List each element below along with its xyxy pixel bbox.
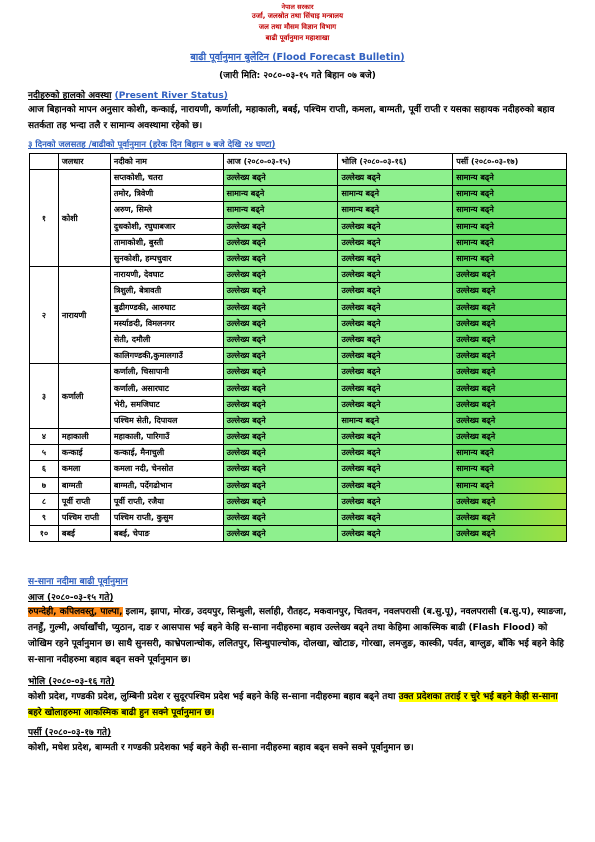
forecast-cell: उल्लेख्य बढ्ने	[453, 380, 567, 396]
forecast-cell: उल्लेख्य बढ्ने	[338, 331, 453, 347]
forecast-cell: उल्लेख्य बढ्ने	[223, 267, 338, 283]
forecast-cell: उल्लेख्य बढ्ने	[338, 364, 453, 380]
basin-name: कन्काई	[58, 445, 110, 461]
forecast-cell: उल्लेख्य बढ्ने	[223, 526, 338, 542]
forecast-cell: उल्लेख्य बढ्ने	[338, 267, 453, 283]
header-cell	[30, 154, 59, 170]
table-row	[30, 283, 567, 299]
forecast-cell: उल्लेख्य बढ्ने	[453, 331, 567, 347]
table-row	[30, 186, 567, 202]
table-row	[30, 315, 567, 331]
forecast-cell: सामान्य बढ्ने	[453, 186, 567, 202]
tomorrow-label: भोलि (२०८०-०३-१६ गते)	[28, 677, 115, 687]
basin-number: ७	[30, 477, 59, 493]
table-row	[30, 267, 567, 283]
river-name: पूर्वी राप्ती, रजैया	[110, 493, 223, 509]
basin-number: ५	[30, 445, 59, 461]
forecast-cell: उल्लेख्य बढ्ने	[338, 445, 453, 461]
river-name: सप्तकोशी, चतरा	[110, 170, 223, 186]
issue-date: (जारी मिति: २०८०-०३-१५ गते बिहान ०७ बजे)	[219, 71, 376, 81]
forecast-cell: उल्लेख्य बढ्ने	[223, 348, 338, 364]
header-cell: पर्सी (२०८०-०३-१७)	[453, 154, 567, 170]
forecast-cell: सामान्य बढ्ने	[338, 186, 453, 202]
forecast-cell: उल्लेख्य बढ्ने	[453, 299, 567, 315]
gov-name: नेपाल सरकार	[281, 3, 314, 11]
table-row	[30, 170, 567, 186]
header-cell: नदीको नाम	[110, 154, 223, 170]
table-row	[30, 461, 567, 477]
forecast-cell: उल्लेख्य बढ्ने	[338, 299, 453, 315]
small-rivers-heading: स-साना नदीमा बाढी पूर्वानुमान	[28, 577, 128, 587]
forecast-cell: उल्लेख्य बढ्ने	[338, 234, 453, 250]
table-row	[30, 234, 567, 250]
forecast-cell: उल्लेख्य बढ्ने	[223, 250, 338, 266]
forecast-cell: उल्लेख्य बढ्ने	[223, 234, 338, 250]
present-status-heading-np: नदीहरुको हालको अवस्था	[28, 91, 112, 101]
table-row	[30, 509, 567, 525]
table-row	[30, 364, 567, 380]
present-status-heading-en: (Present River Status)	[114, 91, 228, 101]
basin-name: कर्णाली	[58, 364, 110, 429]
table-row	[30, 477, 567, 493]
forecast-heading: ३ दिनको जलसतह /बाढीको पूर्वानुमान (हरेक दिन बिहान ७ बजे देखि २४ घण्टा)	[28, 140, 276, 150]
basin-name: बबई	[58, 526, 110, 542]
forecast-cell: उल्लेख्य बढ्ने	[338, 283, 453, 299]
forecast-cell: उल्लेख्य बढ्ने	[453, 315, 567, 331]
river-name: महाकाली, पारिगाउँ	[110, 429, 223, 445]
forecast-cell: उल्लेख्य बढ्ने	[453, 348, 567, 364]
header-cell: भोलि (२०८०-०३-१६)	[338, 154, 453, 170]
basin-number: १	[30, 170, 59, 267]
river-name: सेती, दमौली	[110, 331, 223, 347]
forecast-cell: उल्लेख्य बढ्ने	[223, 412, 338, 428]
forecast-cell: उल्लेख्य बढ्ने	[338, 493, 453, 509]
forecast-cell: सामान्य बढ्ने	[223, 202, 338, 218]
table-row	[30, 396, 567, 412]
forecast-cell: सामान्य बढ्ने	[453, 234, 567, 250]
forecast-cell: सामान्य बढ्ने	[223, 186, 338, 202]
forecast-cell: उल्लेख्य बढ्ने	[338, 380, 453, 396]
basin-number: ८	[30, 493, 59, 509]
river-name: कर्णाली, असारघाट	[110, 380, 223, 396]
forecast-cell: उल्लेख्य बढ्ने	[223, 364, 338, 380]
forecast-cell: उल्लेख्य बढ्ने	[338, 429, 453, 445]
forecast-cell: सामान्य बढ्ने	[453, 477, 567, 493]
basin-name: पश्चिम राप्ती	[58, 509, 110, 525]
table-row	[30, 250, 567, 266]
forecast-cell: उल्लेख्य बढ्ने	[223, 283, 338, 299]
forecast-cell: उल्लेख्य बढ्ने	[338, 348, 453, 364]
forecast-cell: उल्लेख्य बढ्ने	[223, 461, 338, 477]
river-name: कन्काई, मैनाचुली	[110, 445, 223, 461]
table-row	[30, 445, 567, 461]
forecast-cell: सामान्य बढ्ने	[453, 218, 567, 234]
basin-number: २	[30, 267, 59, 364]
forecast-cell: सामान्य बढ्ने	[453, 170, 567, 186]
present-status-heading	[28, 88, 228, 101]
river-name: पश्चिम राप्ती, कुसुम	[110, 509, 223, 525]
basin-number: ९	[30, 509, 59, 525]
basin-name: महाकाली	[58, 429, 110, 445]
today-text	[28, 604, 568, 668]
forecast-cell: उल्लेख्य बढ्ने	[223, 299, 338, 315]
river-name: बबई, चेपाङ	[110, 526, 223, 542]
river-name: तमोर, त्रिवेणी	[110, 186, 223, 202]
river-name: कालिगण्डकी,कुमालगाउँ	[110, 348, 223, 364]
table-row	[30, 493, 567, 509]
river-name: अरुण, सिम्ले	[110, 202, 223, 218]
table-row	[30, 348, 567, 364]
table-row	[30, 218, 567, 234]
forecast-cell: उल्लेख्य बढ्ने	[223, 445, 338, 461]
forecast-cell: सामान्य बढ्ने	[453, 250, 567, 266]
river-name: नारायणी, देवघाट	[110, 267, 223, 283]
forecast-cell: उल्लेख्य बढ्ने	[223, 315, 338, 331]
river-name: पश्चिम सेती, दिपायल	[110, 412, 223, 428]
table-row	[30, 412, 567, 428]
table-row	[30, 380, 567, 396]
tomorrow-highlight: उक्त प्रदेशका तराई र चुरे भई बहने केही स-साना बहरे खोलाहरुमा आकस्मिक बाढी हुन सक्ने पूर्वानुमान छ।	[28, 692, 558, 718]
basin-number: ३	[30, 364, 59, 429]
today-highlight: रुपन्देही, कपिलवस्तु, पाल्पा,	[28, 607, 123, 617]
forecast-cell: उल्लेख्य बढ्ने	[338, 170, 453, 186]
forecast-cell: उल्लेख्य बढ्ने	[453, 493, 567, 509]
forecast-cell: उल्लेख्य बढ्ने	[453, 396, 567, 412]
river-name: दुधकोशी, रघुघाबजार	[110, 218, 223, 234]
forecast-cell: सामान्य बढ्ने	[338, 202, 453, 218]
ministry-name: उर्जा, जलस्रोत तथा सिंचाइ मन्त्रालय	[251, 12, 344, 20]
forecast-cell: उल्लेख्य बढ्ने	[338, 477, 453, 493]
forecast-cell: उल्लेख्य बढ्ने	[453, 526, 567, 542]
tomorrow-body: कोशी प्रदेश, गण्डकी प्रदेश, लुम्बिनी प्रदेश र सुदूरपश्चिम प्रदेश भई बहने केहि स-साना नदीहरुमा बहाव बढ्ने तथा	[28, 692, 399, 702]
river-name: बुढीगण्डकी, आरुघाट	[110, 299, 223, 315]
forecast-cell: उल्लेख्य बढ्ने	[338, 526, 453, 542]
forecast-cell: उल्लेख्य बढ्ने	[453, 429, 567, 445]
forecast-cell: उल्लेख्य बढ्ने	[453, 267, 567, 283]
forecast-cell: उल्लेख्य बढ्ने	[338, 396, 453, 412]
table-row	[30, 429, 567, 445]
forecast-cell: उल्लेख्य बढ्ने	[338, 461, 453, 477]
forecast-cell: उल्लेख्य बढ्ने	[338, 315, 453, 331]
dayafter-label: पर्सी (२०८०-०३-१७ गते)	[28, 728, 112, 738]
river-name: भेरी, समजिघाट	[110, 396, 223, 412]
forecast-table	[29, 153, 567, 542]
river-name: कमला नदी, चेनसोत	[110, 461, 223, 477]
basin-number: ४	[30, 429, 59, 445]
forecast-cell: उल्लेख्य बढ्ने	[223, 218, 338, 234]
table-row	[30, 331, 567, 347]
department-name: जल तथा मौसम विज्ञान विभाग	[258, 23, 337, 31]
river-name: त्रिशुली, बेत्रावती	[110, 283, 223, 299]
division-name: बाढी पूर्वानुमान महाशाखा	[265, 34, 330, 42]
forecast-cell: उल्लेख्य बढ्ने	[338, 509, 453, 525]
table-row	[30, 526, 567, 542]
forecast-cell: उल्लेख्य बढ्ने	[223, 331, 338, 347]
tomorrow-text	[28, 689, 568, 721]
forecast-cell: सामान्य बढ्ने	[453, 445, 567, 461]
river-name: तामाकोशी, बुस्ती	[110, 234, 223, 250]
dayafter-text: कोशी, मधेश प्रदेश, बाग्मती र गण्डकी प्रदेशका भई बहने केही स-साना नदीहरुमा बहाव बढ्न सक्ने सक्ने पूर्वानुमान छ।	[28, 743, 414, 753]
forecast-cell: उल्लेख्य बढ्ने	[223, 509, 338, 525]
bulletin-title: बाढी पूर्वानुमान बुलेटिन (Flood Forecast Bulletin)	[190, 52, 405, 63]
forecast-cell: सामान्य बढ्ने	[453, 202, 567, 218]
river-name: सुनकोशी, हम्पचुवार	[110, 250, 223, 266]
forecast-cell: सामान्य बढ्ने	[453, 461, 567, 477]
forecast-cell: उल्लेख्य बढ्ने	[223, 396, 338, 412]
basin-name: कोशी	[58, 170, 110, 267]
basin-name: बाग्मती	[58, 477, 110, 493]
forecast-cell: उल्लेख्य बढ्ने	[223, 170, 338, 186]
table-row	[30, 202, 567, 218]
forecast-cell: उल्लेख्य बढ्ने	[223, 493, 338, 509]
today-label: आज (२०८०-०३-१५ गते)	[28, 593, 114, 603]
forecast-cell: उल्लेख्य बढ्ने	[223, 380, 338, 396]
basin-name: नारायणी	[58, 267, 110, 364]
header-cell: जलधार	[58, 154, 110, 170]
present-status-text: आज बिहानको मापन अनुसार कोशी, कन्काई, नारायणी, कर्णाली, महाकाली, बबई, पश्चिम राप्ती, कमला, बाग्मती, पूर्वी राप्ती र यसका सहायक नदीहरुको बहाव सतर्कता तह भन्दा तलै र सामान्य अवस्थामा रहेको छ।	[28, 105, 555, 131]
basin-name: पूर्वी राप्ती	[58, 493, 110, 509]
basin-number: १०	[30, 526, 59, 542]
forecast-cell: उल्लेख्य बढ्ने	[453, 364, 567, 380]
forecast-cell: उल्लेख्य बढ्ने	[338, 250, 453, 266]
header-cell: आज (२०८०-०३-१५)	[223, 154, 338, 170]
table-row	[30, 299, 567, 315]
forecast-cell: उल्लेख्य बढ्ने	[223, 429, 338, 445]
forecast-cell: उल्लेख्य बढ्ने	[453, 283, 567, 299]
forecast-cell: उल्लेख्य बढ्ने	[453, 509, 567, 525]
river-name: कर्णाली, चिसापानी	[110, 364, 223, 380]
forecast-cell: उल्लेख्य बढ्ने	[453, 412, 567, 428]
basin-name: कमला	[58, 461, 110, 477]
river-name: बाग्मती, पर्देगढोभान	[110, 477, 223, 493]
table-header-row	[30, 154, 567, 170]
basin-number: ६	[30, 461, 59, 477]
forecast-cell: उल्लेख्य बढ्ने	[223, 477, 338, 493]
today-body: इलाम, झापा, मोरङ, उदयपुर, सिन्धुली, सर्लाही, रौतहट, मकवानपुर, चितवन, नवलपरासी (ब.सु.पू), नवलपरासी (ब.सु.प), स्याङजा, तनहुँ, गुल्मी, अर्घाखाँची, प्युठान, दाङ र आसपास भई बहने केहि स-साना नदीहरुमा बहाव उल्लेख्य बढ्ने तथा केहिमा आकस्मिक बाढी (Flash Flood) को जोखिम रहने पूर्वानुमान छ। साथै सुनसरी, काभ्रेपलान्चोक, ललितपुर, सिन्धुपाल्चोक, दोलखा, खोटाङ, गोरखा, लमजुङ, कास्की, पर्वत, बाग्लुङ, बाँकि भई बहने केहि स-साना नदीहरुमा बहाव बढ्न सक्ने पूर्वानुमान छ।	[28, 607, 567, 665]
forecast-cell: सामान्य बढ्ने	[338, 412, 453, 428]
river-name: मर्स्याङदी, विमलनगर	[110, 315, 223, 331]
forecast-cell: उल्लेख्य बढ्ने	[338, 218, 453, 234]
